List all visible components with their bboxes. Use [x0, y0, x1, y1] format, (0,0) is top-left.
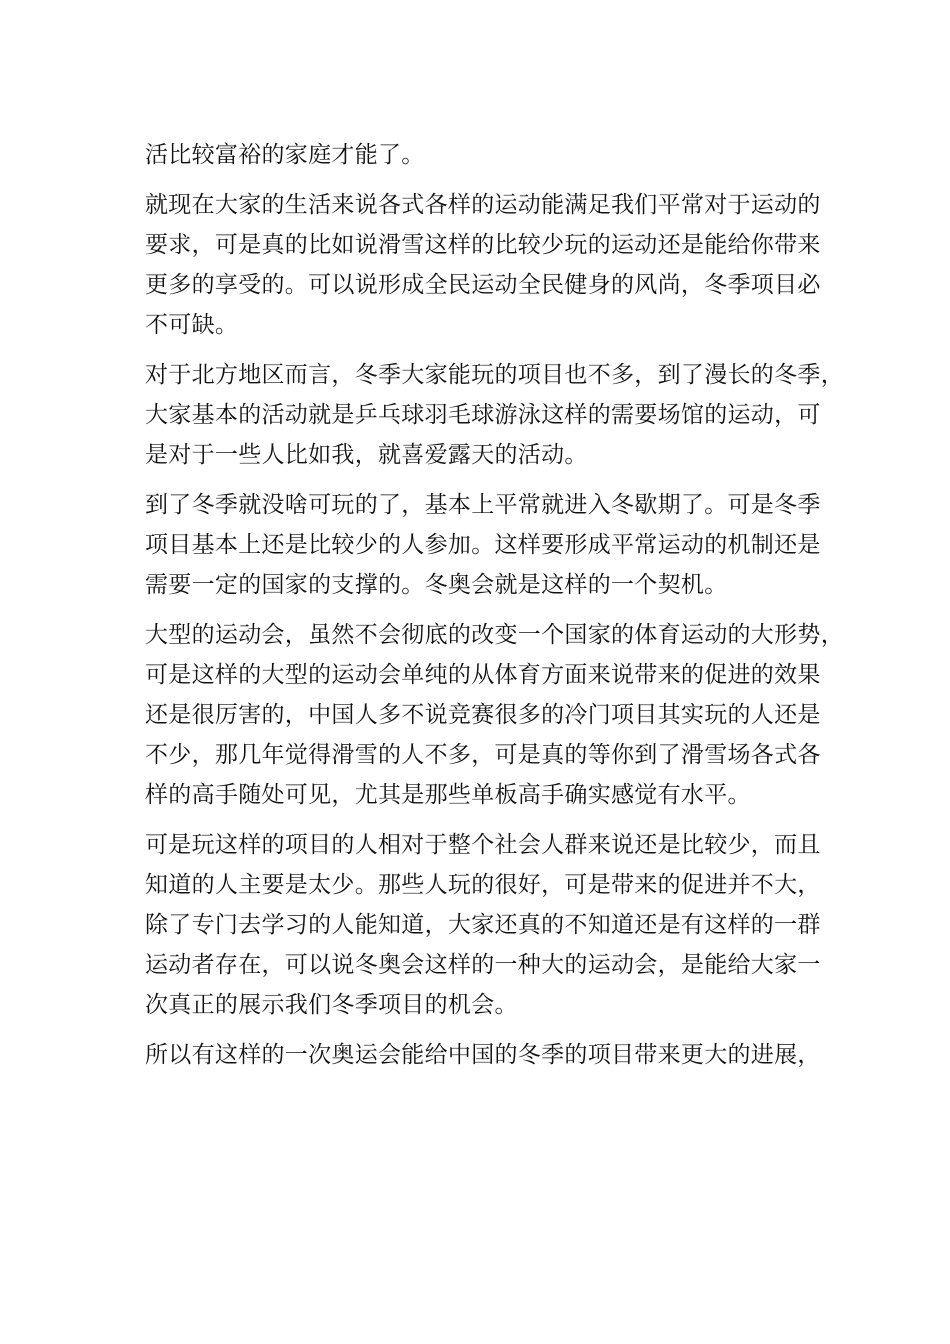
text-line: 到了冬季就没啥可玩的了，基本上平常就进入冬歇期了。可是冬季 [145, 492, 821, 518]
text-line: 大家基本的活动就是乒乓球羽毛球游泳这样的需要场馆的运动，可 [145, 402, 821, 428]
text-line: 不可缺。 [145, 312, 239, 338]
text-line: 活比较富裕的家庭才能了。 [145, 142, 425, 168]
text-line: 需要一定的国家的支撑的。冬奥会就是这样的一个契机。 [145, 572, 728, 598]
text-line: 更多的享受的。可以说形成全民运动全民健身的风尚，冬季项目必 [145, 272, 821, 298]
text-line: 还是很厉害的，中国人多不说竞赛很多的冷门项目其实玩的人还是 [145, 702, 821, 728]
text-line: 次真正的展示我们冬季项目的机会。 [145, 992, 518, 1018]
text-line: 要求，可是真的比如说滑雪这样的比较少玩的运动还是能给你带来 [145, 232, 821, 258]
text-line: 知道的人主要是太少。那些人玩的很好，可是带来的促进并不大， [145, 872, 821, 898]
text-line: 可是玩这样的项目的人相对于整个社会人群来说还是比较少，而且 [145, 832, 821, 858]
text-line: 不少，那几年觉得滑雪的人不多，可是真的等你到了滑雪场各式各 [145, 742, 821, 768]
text-line: 运动者存在，可以说冬奥会这样的一种大的运动会，是能给大家一 [145, 952, 821, 978]
text-line: 项目基本上还是比较少的人参加。这样要形成平常运动的机制还是 [145, 532, 821, 558]
text-line: 所以有这样的一次奥运会能给中国的冬季的项目带来更大的进展， [145, 1042, 821, 1068]
text-line: 就现在大家的生活来说各式各样的运动能满足我们平常对于运动的 [145, 192, 821, 218]
text-line: 对于北方地区而言，冬季大家能玩的项目也不多，到了漫长的冬季， [145, 362, 844, 388]
text-line: 可是这样的大型的运动会单纯的从体育方面来说带来的促进的效果 [145, 662, 821, 688]
text-line: 除了专门去学习的人能知道，大家还真的不知道还是有这样的一群 [145, 912, 821, 938]
text-line: 是对于一些人比如我，就喜爱露天的活动。 [145, 442, 588, 468]
text-line: 大型的运动会，虽然不会彻底的改变一个国家的体育运动的大形势， [145, 622, 844, 648]
document-body-text [145, 135, 844, 1075]
text-line: 样的高手随处可见，尤其是那些单板高手确实感觉有水平。 [145, 782, 751, 808]
